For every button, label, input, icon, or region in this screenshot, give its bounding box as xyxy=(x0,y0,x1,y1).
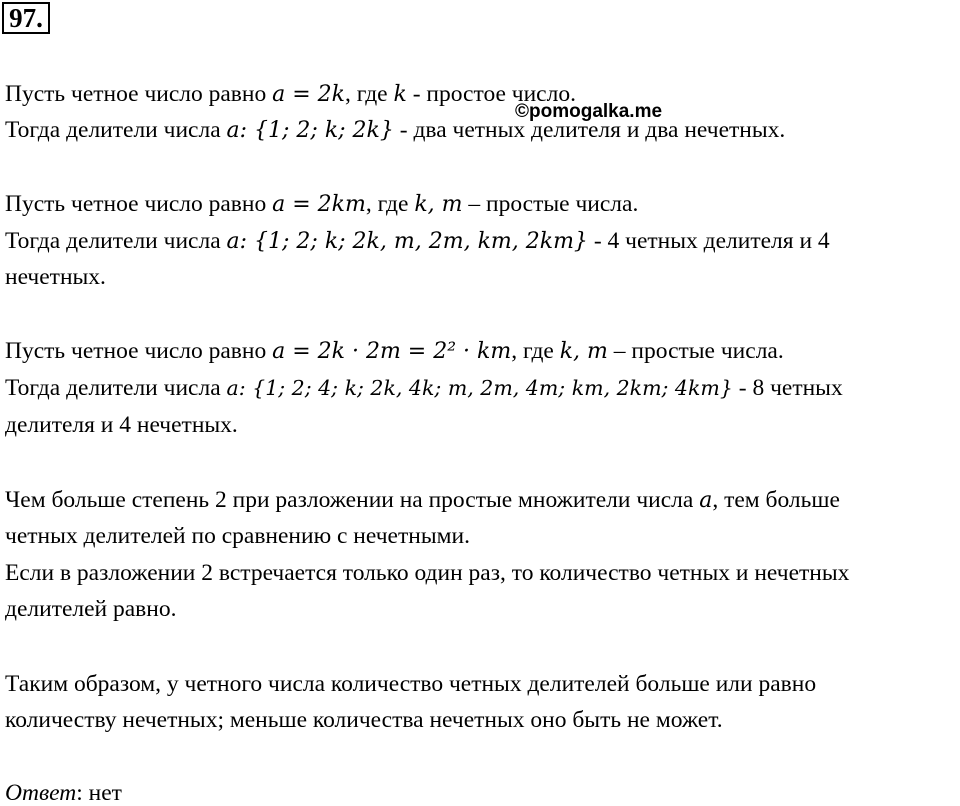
p5-line1: Таким образом, у четного числа количество четных делителей больше или равно xyxy=(5,671,817,697)
watermark: ©pomogalka.me xyxy=(515,101,663,122)
p1-line1 xyxy=(5,83,576,107)
p4-line4: делителей равно. xyxy=(5,596,177,622)
answer-value: : нет xyxy=(76,780,122,806)
math: a = 2k xyxy=(272,82,345,107)
math: a: {1; 2; k; 2k, m, 2m, km, 2km} xyxy=(226,229,588,254)
text: Тогда делители числа xyxy=(5,117,227,143)
math: k, m xyxy=(559,339,608,364)
math: a: {1; 2; 4; k; 2k, 4k; m, 2m, 4m; km, 2km; 4km} xyxy=(226,376,733,400)
text: Пусть четное число равно xyxy=(5,81,273,107)
p2-line1 xyxy=(5,193,638,217)
problem-number: 97. xyxy=(2,2,50,34)
text: Пусть четное число равно xyxy=(5,338,273,364)
p4-line3: Если в разложении 2 встречается только один раз, то количество четных и нечетных xyxy=(5,560,850,586)
text: – простые числа. xyxy=(462,191,639,217)
text: , где xyxy=(344,81,394,107)
math: k, m xyxy=(414,192,463,217)
p3-line1 xyxy=(5,340,784,364)
text: Тогда делители числа xyxy=(5,375,227,401)
text: , где xyxy=(365,191,415,217)
math: a xyxy=(699,488,713,513)
p3-line3: делителя и 4 нечетных. xyxy=(5,412,238,438)
text: Чем больше степень 2 при разложении на простые множители числа xyxy=(5,487,700,513)
p5-line2: количеству нечетных; меньше количества нечетных оно быть не может. xyxy=(5,707,723,733)
text: , тем больше xyxy=(712,487,840,513)
math: a: {1; 2; k; 2k} xyxy=(226,118,394,143)
text: Пусть четное число равно xyxy=(5,191,273,217)
p3-line2 xyxy=(5,377,843,401)
text: - 8 четных xyxy=(732,375,843,401)
text: - 4 четных делителя и 4 xyxy=(587,228,830,254)
math: k xyxy=(393,82,407,107)
text: – простые числа. xyxy=(607,338,784,364)
p1-line2 xyxy=(5,119,785,143)
text: - два четных делителя и два нечетных. xyxy=(393,117,786,143)
text: Тогда делители числа xyxy=(5,228,227,254)
answer-label: Ответ xyxy=(5,780,77,806)
math: a = 2k · 2m = 2² · km xyxy=(272,339,512,364)
math: a = 2km xyxy=(272,192,366,217)
text: , где xyxy=(511,338,560,364)
text: - простое число. xyxy=(406,81,576,107)
p2-line2 xyxy=(5,230,830,254)
p2-line3: нечетных. xyxy=(5,264,106,290)
p4-line1 xyxy=(5,489,840,513)
p4-line2: четных делителей по сравнению с нечетными. xyxy=(5,523,470,549)
